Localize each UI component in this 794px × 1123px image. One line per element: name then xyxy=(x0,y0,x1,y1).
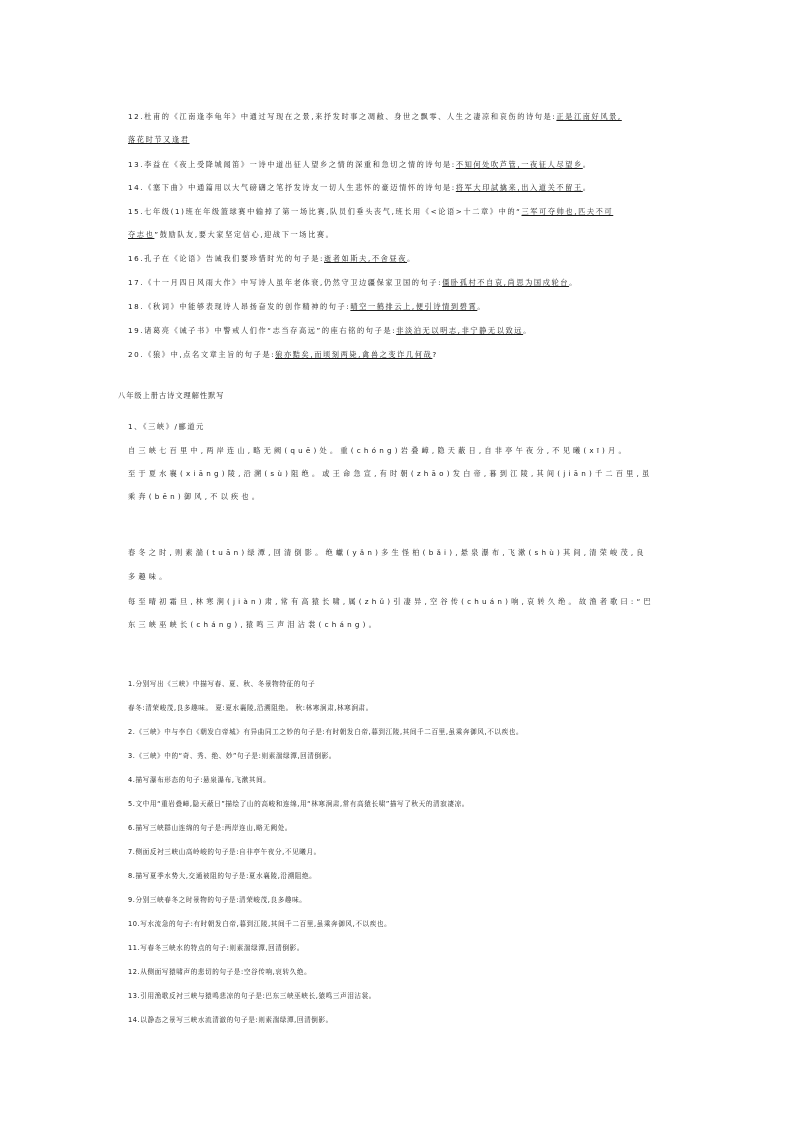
question-20: 20.《狼》中,点名文章主旨的句子是:狼亦黠矣,而顷刻两毙,禽兽之变诈几何哉? xyxy=(128,350,438,359)
question-19: 19.诸葛亮《诫子书》中警戒人们作“志当存高远”的座右铭的句子是:非淡泊无以明志,非宁静无以致远。 xyxy=(128,326,532,335)
paragraph-1-line-2: 至于夏水襄(xiāng)陵,沿溯(sù)阻绝。或王命急宣,有时朝(zhāo)发白帝,暮到江陵,其间(jiān)千二百里,虽 xyxy=(128,469,653,478)
answer-15-cont: 夺志也 xyxy=(128,230,155,239)
qa-item: 14.以静态之景写三峡水流清澈的句子是:则素湍绿潭,回清倒影。 xyxy=(128,1016,333,1024)
poem-title: 1、《三峡》/郦道元 xyxy=(128,422,205,431)
answer-19: 非淡泊无以明志,非宁静无以致远 xyxy=(396,326,524,335)
answer-13: 不知何处吹芦管,一夜征人尽望乡 xyxy=(455,160,583,169)
paragraph-2-line-4: 东三峡巫峡长(cháng),猿鸣三声泪沾裳(cháng)。 xyxy=(128,620,379,629)
qa-item: 春冬:清荣峻茂,良多趣味。 夏:夏水襄陵,沿溯阻绝。 秋:林寒涧肃,林寒涧肃。 xyxy=(128,704,373,712)
qa-item: 11.写春冬三峡水的特点的句子:则素湍绿潭,回清倒影。 xyxy=(128,944,305,952)
answer-12-cont: 落花时节又逢君 xyxy=(128,135,190,144)
question-13: 13.李益在《夜上受降城闻笛》一诗中道出征人望乡之情的深重和急切之情的诗句是:不知何处吹芦管,一夜征人尽望乡。 xyxy=(128,160,592,169)
section-title: 八年级上册古诗文理解性默写 xyxy=(118,391,225,400)
answer-20: 狼亦黠矣,而顷刻两毙,禽兽之变诈几何哉 xyxy=(275,350,433,359)
qa-item: 12.从侧面写猿啸声的悲切的句子是:空谷传响,哀转久绝。 xyxy=(128,968,312,976)
qa-item: 6.描写三峡群山连绵的句子是:两岸连山,略无阙处。 xyxy=(128,824,293,832)
qa-item: 9.分别三峡春冬之时景物的句子是:清荣峻茂,良多趣味。 xyxy=(128,896,307,904)
question-14: 14.《塞下曲》中通篇用以大气磅礴之笔抒发诗友一切人生悲怀的豪迈情怀的诗句是:将军大印試擒来,出入道关不留王。 xyxy=(128,183,592,192)
paragraph-2-line-2: 多趣味。 xyxy=(128,572,170,581)
answer-15: 三军可夺帅也,匹夫不可 xyxy=(521,207,614,216)
answer-17: 僵卧孤村不自哀,尚思为国戍轮台 xyxy=(442,278,570,287)
question-17: 17.《十一月四日风雨大作》中写诗人虽年老体衰,仍然守卫边疆保家卫国的句子:僵卧孤村不自哀,尚思为国戍轮台。 xyxy=(128,278,578,287)
paragraph-1-line-3: 乘奔(bēn)御风,不以疾也。 xyxy=(128,492,263,501)
paragraph-2-line-3: 每至晴初霜旦,林寒涧(jiàn)肃,常有高猿长啸,属(zhǔ)引凄异,空谷传(chuán)响,哀转久绝。故渔者歌曰:“巴 xyxy=(128,597,654,606)
qa-item: 7.侧面反衬三峡山高岭峻的句子是:自非亭午夜分,不见曦月。 xyxy=(128,848,321,856)
paragraph-2-line-1: 春冬之时,则素湍(tuān)绿潭,回清倒影。绝巘(yǎn)多生怪柏(bǎi),悬泉瀑布,飞漱(shù)其间,清荣峻茂,良 xyxy=(128,548,647,557)
qa-item: 5.文中用“重岩叠嶂,隐天蔽日”描绘了山的高峻和连绵,用“林寒涧肃,常有高猿长啸”描写了秋天的清寂凄凉。 xyxy=(128,800,469,808)
qa-item: 10.写水流急的句子:有时朝发白帝,暮到江陵,其间千二百里,虽乘奔御风,不以疾也。 xyxy=(128,920,392,928)
question-15-line-1: 15.七年级(1)班在年级篮球赛中输掉了第一场比赛,队员们垂头丧气,班长用《<论语>十二章》中的“三军可夺帅也,匹夫不可 xyxy=(128,207,614,216)
paragraph-1-line-1: 自三峡七百里中,两岸连山,略无阙(quē)处。重(chóng)岩叠嶂,隐天蔽日,自非亭午夜分,不见曦(xī)月。 xyxy=(128,446,629,455)
qa-item: 8.描写夏季水势大,交通被阻的句子是:夏水襄陵,沿溯阻绝。 xyxy=(128,872,317,880)
qa-item: 4.描写瀑布形态的句子:悬泉瀑布,飞漱其间。 xyxy=(128,776,271,784)
question-12-line-2 xyxy=(128,135,190,145)
question-16: 16.孔子在《论语》告诫我们要珍惜时光的句子是:逝者如斯夫,不舍昼夜。 xyxy=(128,254,416,263)
qa-item: 3.《三峡》中的“奇、秀、绝、妙”句子是:则素湍绿潭,回清倒影。 xyxy=(128,752,337,760)
answer-12: 正是江南好风景, xyxy=(556,112,622,121)
question-12-line-1: 12.杜甫的《江南逢李龟年》中通过写现在之景,来抒发时事之凋敝、身世之飘零、人生之凄凉和哀伤的诗句是:正是江南好风景, xyxy=(128,112,622,121)
question-18: 18.《秋词》中能够表现诗人昂扬奋发的创作精神的句子:晴空一鹤排云上,便引诗情到碧霄。 xyxy=(128,302,487,311)
qa-item: 2.《三峡》中与李白《朝发白帝城》有异曲同工之妙的句子是:有时朝发白帝,暮到江陵,其间千二百里,虽乘奔御风,不以疾也。 xyxy=(128,728,524,736)
qa-item: 1.分别写出《三峡》中描写春、夏、秋、冬景物特征的句子 xyxy=(128,680,316,688)
answer-16: 逝者如斯夫,不舍昼夜 xyxy=(324,254,407,263)
qa-item: 13.引用渔歌反衬三峡与猿鸣悲凉的句子是:巴东三峡巫峡长,猿鸣三声泪沾裳。 xyxy=(128,992,377,1000)
answer-18: 晴空一鹤排云上,便引诗情到碧霄 xyxy=(350,302,478,311)
answer-14: 将军大印試擒来,出入道关不留王 xyxy=(455,183,583,192)
question-15-line-2: 夺志也”鼓励队友,要大家坚定信心,迎战下一场比赛。 xyxy=(128,230,335,239)
